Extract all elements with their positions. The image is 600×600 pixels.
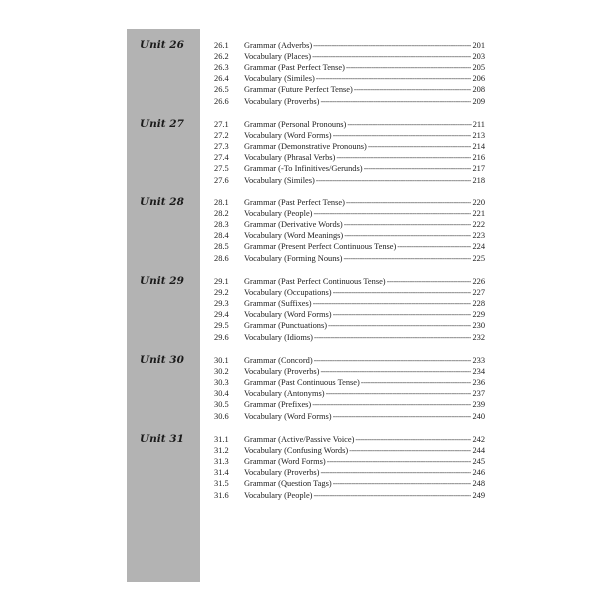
page-number: 201 [472, 41, 485, 50]
entry-line [244, 62, 485, 73]
entry-line [244, 287, 485, 298]
toc-entry[interactable] [214, 456, 485, 467]
dot-leader [314, 332, 472, 343]
section-title: Grammar (Punctuations) [244, 321, 328, 331]
page-number: 240 [472, 411, 485, 421]
page-number: 228 [472, 299, 485, 309]
entry-line [244, 399, 485, 410]
section-number: 29.4 [214, 310, 229, 320]
toc-entry[interactable] [214, 84, 485, 95]
dot-leader [327, 456, 472, 467]
section-number: 28.3 [214, 220, 229, 230]
dot-leader [387, 276, 472, 287]
toc-entry[interactable] [214, 219, 485, 230]
toc-entry[interactable] [214, 478, 485, 489]
toc-entry[interactable] [214, 152, 485, 163]
toc-entry[interactable] [214, 130, 485, 141]
unit-label: Unit 29 [140, 275, 184, 287]
dot-leader [343, 253, 471, 264]
dot-leader [344, 219, 472, 230]
section-number: 28.2 [214, 209, 229, 219]
section-number: 31.6 [214, 490, 229, 500]
page-number: 227 [472, 288, 485, 298]
entry-line [244, 445, 485, 456]
section-number: 29.1 [214, 277, 229, 286]
page-number: 218 [472, 175, 485, 185]
entry-line [244, 73, 485, 84]
section-number: 30.1 [214, 356, 229, 365]
dot-leader [328, 320, 471, 331]
section-number: 29.3 [214, 299, 229, 309]
section-title: Vocabulary (Forming Nouns) [244, 253, 343, 263]
unit-label: Unit 30 [140, 354, 184, 366]
dot-leader [320, 96, 471, 107]
entry-line [244, 388, 485, 399]
entry-line [244, 377, 485, 388]
section-title: Vocabulary (Phrasal Verbs) [244, 153, 336, 163]
page-number: 222 [472, 220, 485, 230]
section-title: Grammar (Past Perfect Continuous Tense) [244, 277, 386, 286]
section-number: 26.1 [214, 41, 229, 50]
toc-entry[interactable] [214, 197, 485, 208]
entry-line [244, 434, 485, 445]
section-title: Grammar (Adverbs) [244, 41, 313, 50]
page-number: 237 [472, 389, 485, 399]
section-number: 28.4 [214, 231, 229, 241]
toc-entry[interactable] [214, 119, 485, 130]
entry-line [244, 51, 485, 62]
toc-entry[interactable] [214, 377, 485, 388]
toc-entry[interactable] [214, 490, 485, 501]
entry-line [244, 309, 485, 320]
entry-line [244, 175, 485, 186]
dot-leader [313, 490, 471, 501]
dot-leader [333, 287, 472, 298]
page-number: 213 [472, 131, 485, 141]
section-title: Grammar (Past Continuous Tense) [244, 378, 360, 388]
entry-line [244, 456, 485, 467]
section-number: 27.5 [214, 164, 229, 174]
toc-entry[interactable] [214, 96, 485, 107]
dot-leader [316, 73, 472, 84]
section-number: 31.2 [214, 446, 229, 456]
entry-line [244, 490, 485, 501]
toc-entry[interactable] [214, 208, 485, 219]
section-number: 31.3 [214, 457, 229, 467]
toc-entry[interactable] [214, 298, 485, 309]
toc-entry[interactable] [214, 445, 485, 456]
page-number: 242 [472, 435, 485, 444]
entry-line [244, 40, 485, 51]
section-title: Grammar (Past Perfect Tense) [244, 198, 345, 207]
section-number: 26.2 [214, 52, 229, 62]
section-title: Grammar (Future Perfect Tense) [244, 85, 353, 95]
toc-entry[interactable] [214, 332, 485, 343]
page-number: 216 [472, 153, 485, 163]
section-title: Vocabulary (Proverbs) [244, 468, 320, 478]
page-number: 217 [472, 164, 485, 174]
page-number: 203 [472, 52, 485, 62]
entry-line [244, 152, 485, 163]
dot-leader [312, 399, 471, 410]
page-number: 221 [472, 209, 485, 219]
section-number: 27.2 [214, 131, 229, 141]
dot-leader [314, 355, 472, 366]
dot-leader [368, 141, 472, 152]
toc-entry[interactable] [214, 309, 485, 320]
unit-label: Unit 31 [140, 433, 184, 445]
page-number: 208 [472, 85, 485, 95]
toc-entry[interactable] [214, 163, 485, 174]
entry-line [244, 130, 485, 141]
section-number: 28.6 [214, 253, 229, 263]
toc-entry[interactable] [214, 434, 485, 445]
dot-leader [313, 40, 471, 51]
page-number: 246 [472, 468, 485, 478]
section-number: 31.4 [214, 468, 229, 478]
section-number: 29.5 [214, 321, 229, 331]
section-number: 27.3 [214, 142, 229, 152]
page-number: 206 [472, 74, 485, 84]
section-title: Vocabulary (Antonyms) [244, 389, 325, 399]
section-title: Vocabulary (Occupations) [244, 288, 332, 298]
toc-entry[interactable] [214, 276, 485, 287]
toc-entry[interactable] [214, 253, 485, 264]
entry-line [244, 197, 485, 208]
section-number: 30.2 [214, 367, 229, 377]
toc-entry[interactable] [214, 141, 485, 152]
page-number: 209 [472, 96, 485, 106]
dot-leader [326, 388, 472, 399]
toc-entry[interactable] [214, 175, 485, 186]
toc-entry[interactable] [214, 320, 485, 331]
dot-leader [313, 298, 472, 309]
entry-line [244, 230, 485, 241]
dot-leader [336, 152, 471, 163]
page-number: 226 [472, 277, 485, 286]
dot-leader [346, 62, 472, 73]
section-title: Grammar (Personal Pronouns) [244, 120, 347, 129]
entry-line [244, 320, 485, 331]
section-title: Grammar (Question Tags) [244, 479, 332, 489]
entry-line [244, 96, 485, 107]
entry-line [244, 332, 485, 343]
page-number: 224 [472, 242, 485, 252]
dot-leader [333, 130, 472, 141]
page-number: 230 [472, 321, 485, 331]
dot-leader [397, 241, 471, 252]
section-title: Vocabulary (People) [244, 490, 313, 500]
toc-entry[interactable] [214, 51, 485, 62]
page-number: 214 [472, 142, 485, 152]
section-number: 28.5 [214, 242, 229, 252]
page-number: 225 [472, 253, 485, 263]
entry-line [244, 355, 485, 366]
section-number: 30.6 [214, 411, 229, 421]
section-number: 29.6 [214, 332, 229, 342]
dot-leader [354, 84, 472, 95]
page-number: 248 [472, 479, 485, 489]
section-number: 27.1 [214, 120, 229, 129]
dot-leader [364, 163, 472, 174]
page-number: 234 [472, 367, 485, 377]
entry-line [244, 298, 485, 309]
entry-line [244, 276, 485, 287]
entry-line [244, 366, 485, 377]
entry-line [244, 253, 485, 264]
toc-entry[interactable] [214, 241, 485, 252]
dot-leader [333, 309, 472, 320]
toc-entry[interactable] [214, 411, 485, 422]
toc-entry[interactable] [214, 40, 485, 51]
section-title: Grammar (Concord) [244, 356, 313, 365]
toc-entry[interactable] [214, 62, 485, 73]
sidebar-band [127, 29, 200, 582]
section-title: Vocabulary (Similes) [244, 74, 315, 84]
toc-entry[interactable] [214, 73, 485, 84]
dot-leader [346, 197, 472, 208]
dot-leader [349, 445, 471, 456]
entry-line [244, 208, 485, 219]
section-number: 27.6 [214, 175, 229, 185]
section-title: Vocabulary (Word Forms) [244, 131, 332, 141]
section-title: Grammar (Past Perfect Tense) [244, 63, 345, 73]
dot-leader [320, 366, 471, 377]
dot-leader [320, 467, 471, 478]
section-title: Vocabulary (Proverbs) [244, 96, 320, 106]
section-title: Grammar (Derivative Words) [244, 220, 343, 230]
section-number: 29.2 [214, 288, 229, 298]
section-number: 26.5 [214, 85, 229, 95]
section-number: 27.4 [214, 153, 229, 163]
page-number: 211 [472, 120, 485, 129]
section-number: 30.5 [214, 400, 229, 410]
dot-leader [313, 208, 471, 219]
page-number: 236 [472, 378, 485, 388]
section-title: Vocabulary (Proverbs) [244, 367, 320, 377]
dot-leader [316, 175, 472, 186]
toc-entry[interactable] [214, 399, 485, 410]
entry-line [244, 219, 485, 230]
section-title: Vocabulary (Confusing Words) [244, 446, 349, 456]
section-title: Grammar (Prefixes) [244, 400, 312, 410]
section-number: 26.4 [214, 74, 229, 84]
section-number: 26.3 [214, 63, 229, 73]
toc-entry[interactable] [214, 230, 485, 241]
toc-entry[interactable] [214, 355, 485, 366]
section-title: Grammar (Present Perfect Continuous Tense) [244, 242, 397, 252]
section-title: Vocabulary (Idioms) [244, 332, 313, 342]
entry-line [244, 119, 485, 130]
dot-leader [361, 377, 472, 388]
unit-label: Unit 26 [140, 39, 184, 51]
section-title: Vocabulary (Word Forms) [244, 310, 332, 320]
entry-line [244, 163, 485, 174]
section-number: 31.5 [214, 479, 229, 489]
section-number: 30.4 [214, 389, 229, 399]
toc-entry[interactable] [214, 467, 485, 478]
entry-line [244, 411, 485, 422]
unit-label: Unit 28 [140, 196, 184, 208]
section-number: 28.1 [214, 198, 229, 207]
entry-line [244, 84, 485, 95]
entry-line [244, 467, 485, 478]
entry-line [244, 141, 485, 152]
section-title: Grammar (Word Forms) [244, 457, 326, 467]
page-number: 233 [472, 356, 485, 365]
page-number: 232 [472, 332, 485, 342]
toc-entry[interactable] [214, 287, 485, 298]
section-number: 30.3 [214, 378, 229, 388]
page-number: 245 [472, 457, 485, 467]
section-title: Grammar (Demonstrative Pronouns) [244, 142, 367, 152]
section-title: Vocabulary (Word Forms) [244, 411, 332, 421]
page-number: 244 [472, 446, 485, 456]
page-number: 220 [472, 198, 485, 207]
section-title: Vocabulary (Places) [244, 52, 312, 62]
page-number: 229 [472, 310, 485, 320]
toc-entry[interactable] [214, 388, 485, 399]
dot-leader [344, 230, 471, 241]
entry-line [244, 241, 485, 252]
dot-leader [333, 411, 472, 422]
section-title: Grammar (-To Infinitives/Gerunds) [244, 164, 363, 174]
section-title: Grammar (Active/Passive Voice) [244, 435, 355, 444]
section-number: 31.1 [214, 435, 229, 444]
page-number: 223 [472, 231, 485, 241]
dot-leader [347, 119, 471, 130]
section-title: Grammar (Suffixes) [244, 299, 312, 309]
page-number: 249 [472, 490, 485, 500]
dot-leader [355, 434, 471, 445]
page-number: 205 [472, 63, 485, 73]
section-title: Vocabulary (Similes) [244, 175, 315, 185]
entry-line [244, 478, 485, 489]
toc-entry[interactable] [214, 366, 485, 377]
page-number: 239 [472, 400, 485, 410]
section-number: 26.6 [214, 96, 229, 106]
unit-label: Unit 27 [140, 118, 184, 130]
dot-leader [333, 478, 472, 489]
dot-leader [312, 51, 471, 62]
section-title: Vocabulary (Word Meanings) [244, 231, 344, 241]
section-title: Vocabulary (People) [244, 209, 313, 219]
